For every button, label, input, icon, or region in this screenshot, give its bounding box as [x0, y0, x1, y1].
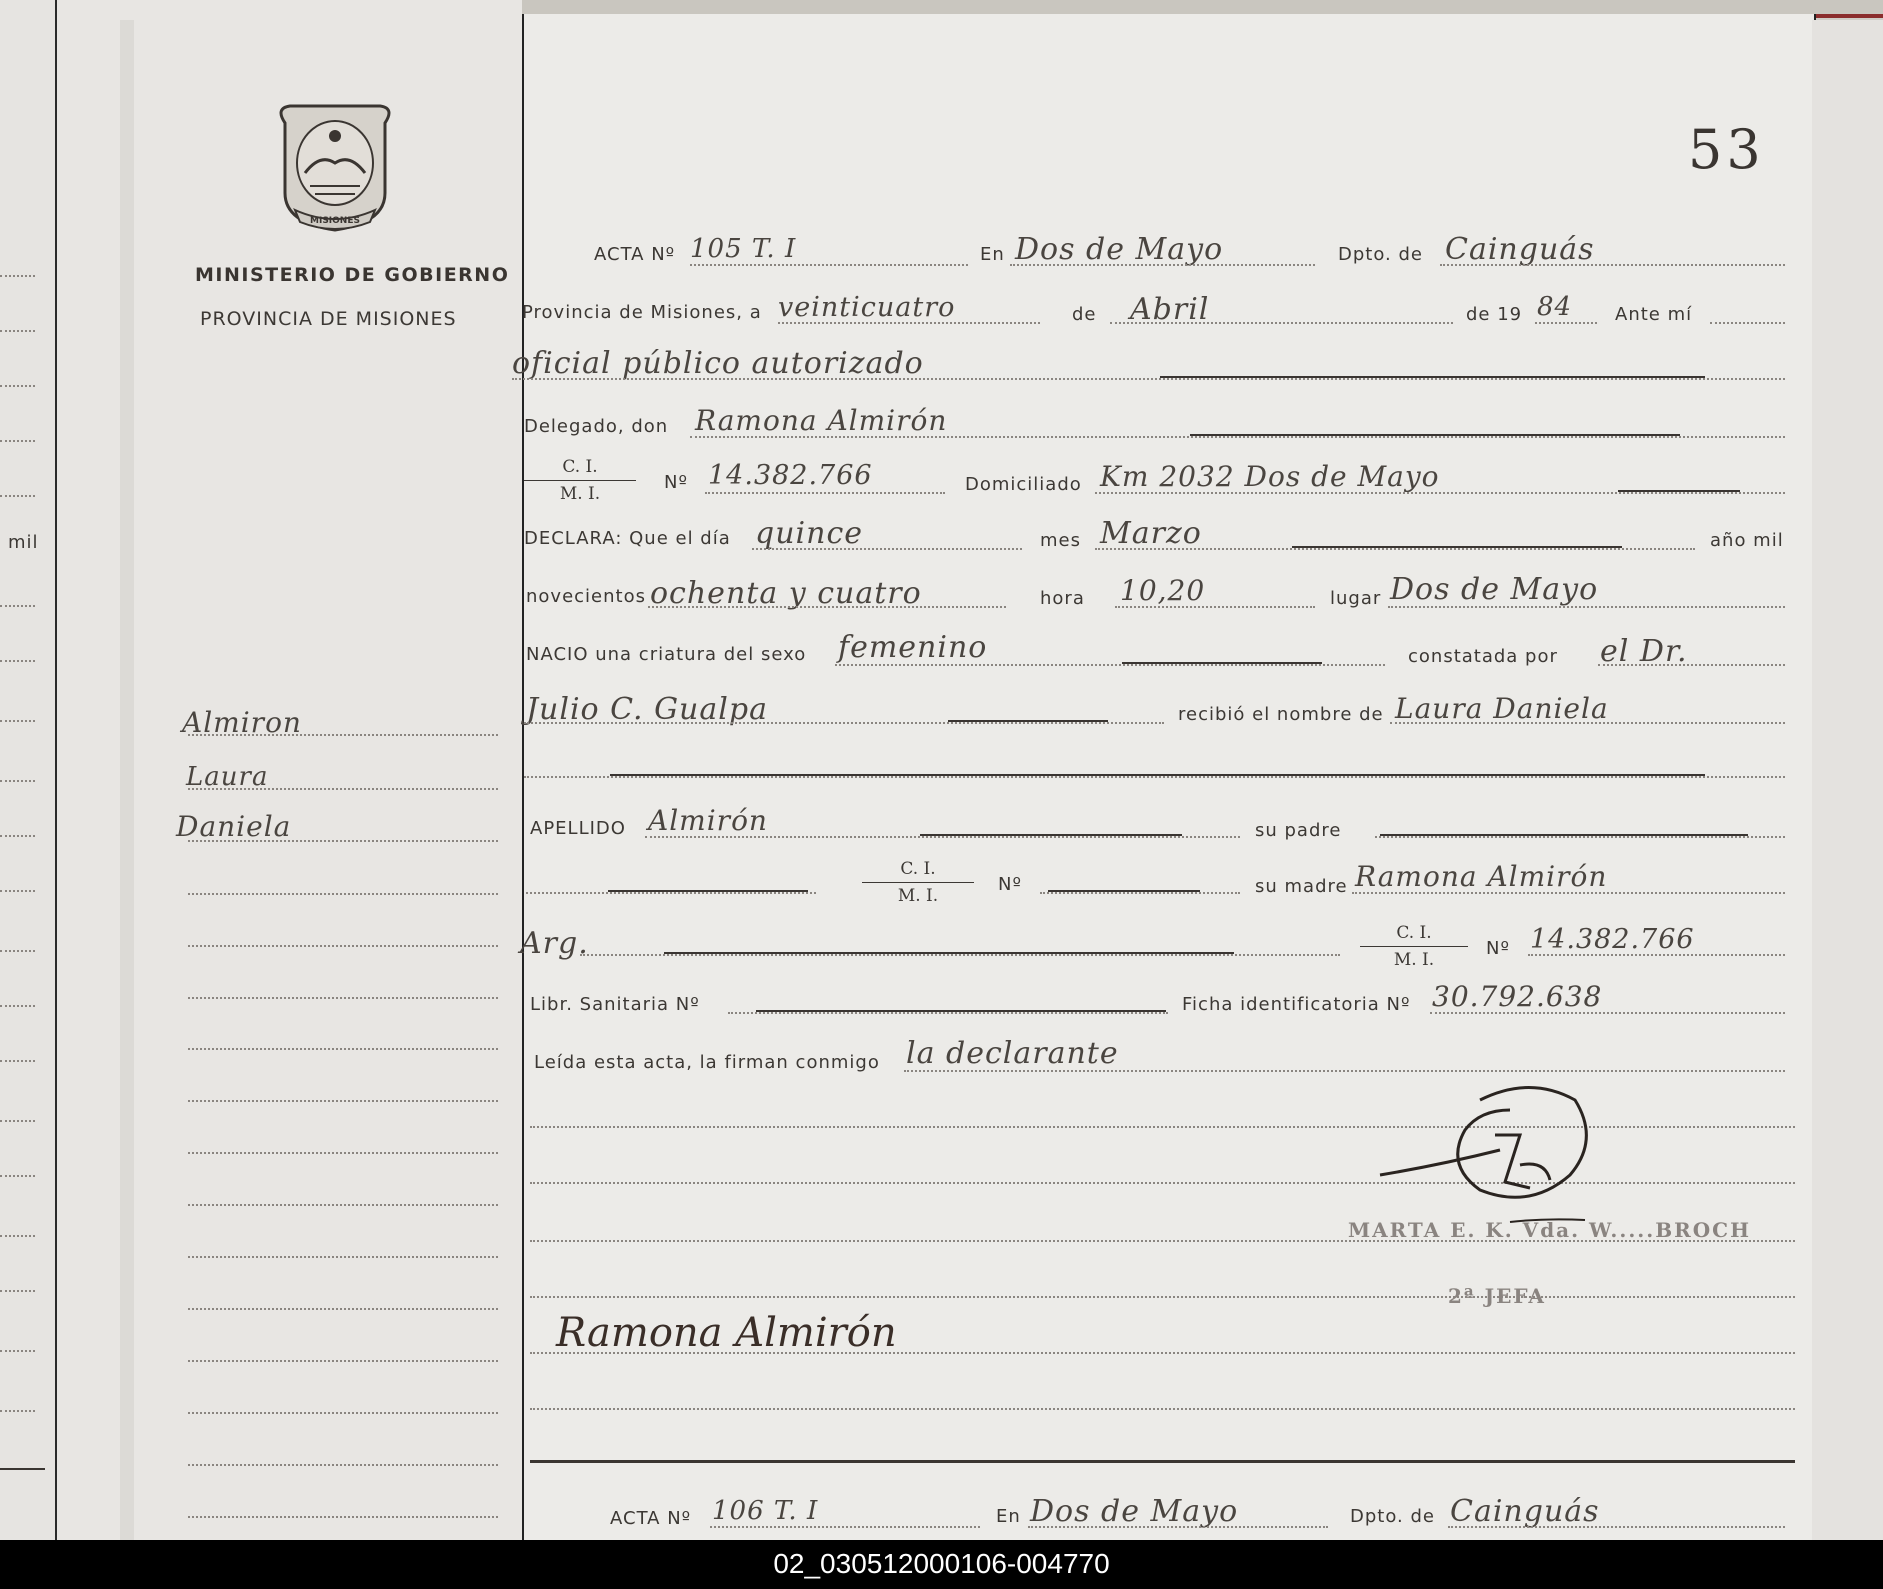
domicilio-value: Km 2032 Dos de Mayo [1100, 460, 1440, 493]
lugar-line [1388, 606, 1785, 608]
next-en-label: En [996, 1506, 1021, 1527]
padre-mi-label: M. I. [897, 886, 939, 906]
padre-doc-dots [526, 892, 816, 894]
year-line [1535, 322, 1597, 324]
dia-line [752, 548, 1022, 550]
constatada-label: constatada por [1408, 646, 1558, 667]
libreta-label: Libr. Sanitaria Nº [530, 994, 700, 1015]
acta-separator [530, 1460, 1795, 1463]
padre-dash [1380, 834, 1748, 836]
dpto-value: Cainguás [1445, 232, 1595, 267]
ci-line [705, 492, 945, 494]
ante-line [1710, 322, 1785, 324]
de-label: de [1072, 304, 1097, 325]
madre-nac-dots [580, 954, 1340, 956]
apellido-value: Almirón [648, 804, 768, 837]
ci-number: 14.382.766 [708, 460, 873, 491]
official-dash [1160, 376, 1705, 378]
hora-value: 10,20 [1120, 574, 1206, 607]
recibio-label: recibió el nombre de [1178, 704, 1384, 725]
ministry-heading: MINISTERIO DE GOBIERNO [195, 264, 510, 286]
page-edge [400, 0, 1883, 14]
official-dots [512, 378, 1785, 380]
en-label: En [980, 244, 1005, 265]
madre-mi-label: M. I. [1393, 950, 1435, 970]
next-en-line [1028, 1526, 1328, 1528]
mes-label: mes [1040, 530, 1081, 551]
constatada-value: el Dr. [1600, 634, 1688, 669]
doctor-dots [524, 722, 1164, 724]
doctor-value: Julio C. Gualpa [526, 692, 768, 727]
mes-dots [1095, 548, 1695, 550]
ci-fraction [524, 456, 636, 505]
hora-line [1115, 606, 1315, 608]
delegado-label: Delegado, don [524, 416, 669, 437]
lugar-label: lugar [1330, 588, 1382, 609]
declara-label: DECLARA: Que el día [524, 528, 731, 549]
domicilio-dash [1618, 490, 1740, 492]
mes-value: Marzo [1100, 516, 1202, 551]
ficha-label: Ficha identificatoria Nº [1182, 994, 1411, 1015]
padre-ci-fraction [862, 858, 974, 907]
month-line [1110, 322, 1453, 324]
provincia-label: Provincia de Misiones, a [522, 302, 762, 323]
padre-dots [1375, 836, 1785, 838]
seal-text: MISIONES [310, 216, 360, 226]
next-dpto-value: Cainguás [1450, 1494, 1600, 1529]
sexo-value: femenino [838, 630, 988, 665]
padre-doc-dash [608, 890, 808, 892]
footer-bar [0, 1540, 1883, 1589]
sexo-dash [1122, 662, 1322, 664]
apellido-dots [645, 836, 1240, 838]
next-acta-number: 106 T. I [712, 1496, 819, 1526]
en-line [1010, 264, 1315, 266]
official-value: oficial público autorizado [512, 346, 924, 381]
next-en-place: Dos de Mayo [1030, 1494, 1239, 1529]
domicilio-label: Domiciliado [965, 474, 1082, 495]
madre-ci-number: 14.382.766 [1530, 924, 1695, 955]
delegado-dash [1190, 434, 1680, 436]
left-strip-mil: mil [8, 532, 39, 553]
madre-label: su madre [1255, 876, 1348, 897]
acta-line [690, 264, 968, 266]
day-line [778, 322, 1040, 324]
next-dpto-label: Dpto. de [1350, 1506, 1435, 1527]
nombre-line [1390, 722, 1785, 724]
official-stamp-name: MARTA E. K. Vda. W.....BROCH [1348, 1218, 1751, 1242]
page-fold [120, 20, 134, 1540]
mi-label: M. I. [559, 484, 601, 504]
apellido-label: APELLIDO [530, 818, 626, 839]
acta-label: ACTA Nº [594, 244, 676, 265]
padre-no-dots [1040, 892, 1240, 894]
ante-label: Ante mí [1615, 304, 1693, 325]
official-signature-icon [1370, 1070, 1600, 1230]
madre-ci-label: C. I. [1396, 923, 1432, 943]
lugar-value: Dos de Mayo [1390, 572, 1599, 607]
footer-image-id: 02_030512000106-004770 [773, 1548, 1110, 1579]
mes-dash [1292, 546, 1622, 548]
dpto-label: Dpto. de [1338, 244, 1423, 265]
libreta-dash [756, 1010, 1166, 1012]
madre-ci-line [1528, 954, 1785, 956]
madre-nationality: Arg. [520, 926, 589, 961]
constatada-line [1598, 664, 1785, 666]
doctor-dash [948, 720, 1108, 722]
padre-ci-label: C. I. [900, 859, 936, 879]
madre-nac-dash [664, 952, 1234, 954]
de-year-label: de 19 [1466, 304, 1523, 325]
provincia-day: veinticuatro [778, 292, 956, 323]
padre-label: su padre [1255, 820, 1342, 841]
next-acta-line [710, 1526, 980, 1528]
page-number: 53 [1688, 118, 1765, 181]
novecientos-value: ochenta y cuatro [650, 576, 922, 611]
delegado-dots [690, 436, 1785, 438]
ficha-line [1430, 1012, 1785, 1014]
hora-label: hora [1040, 588, 1085, 609]
next-page-strip [1812, 20, 1883, 1540]
margin-second-name: Daniela [176, 810, 292, 843]
margin-first-name: Laura [186, 762, 269, 792]
month-value: Abril [1130, 292, 1210, 327]
novecientos-label: novecientos [526, 586, 646, 607]
next-acta-label: ACTA Nº [610, 1508, 692, 1529]
delegado-value: Ramona Almirón [695, 404, 948, 437]
next-dpto-line [1448, 1526, 1785, 1528]
madre-line [1352, 892, 1785, 894]
leida-line [904, 1070, 1785, 1072]
madre-value: Ramona Almirón [1355, 860, 1608, 893]
apellido-dash [920, 834, 1182, 836]
madre-ci-fraction [1360, 922, 1468, 971]
blank-row-dots [524, 776, 1785, 778]
previous-page-strip [0, 0, 57, 1540]
dpto-line [1440, 264, 1785, 266]
province-heading: PROVINCIA DE MISIONES [200, 308, 457, 330]
leida-label: Leída esta acta, la firman conmigo [534, 1052, 880, 1073]
leida-value: la declarante [906, 1036, 1119, 1071]
year-value: 84 [1537, 292, 1573, 322]
dia-value: quince [755, 516, 863, 551]
nombre-value: Laura Daniela [1395, 692, 1609, 725]
ano-label: año mil [1710, 530, 1784, 551]
madre-no-label: Nº [1486, 938, 1510, 959]
en-place: Dos de Mayo [1015, 232, 1224, 267]
padre-no-dash [1048, 890, 1200, 892]
ci-label: C. I. [562, 457, 598, 477]
acta-number: 105 T. I [690, 234, 797, 264]
margin-surname: Almiron [182, 706, 302, 739]
domicilio-dots [1095, 492, 1785, 494]
ci-no-label: Nº [664, 472, 688, 493]
sexo-dots [835, 664, 1385, 666]
declarant-signature: Ramona Almirón [556, 1310, 897, 1356]
misiones-seal-icon [270, 98, 400, 238]
nacio-label: NACIO una criatura del sexo [526, 644, 807, 665]
novecientos-line [648, 606, 1006, 608]
padre-no-label: Nº [998, 874, 1022, 895]
libreta-dots [728, 1012, 1168, 1014]
blank-row-dash [610, 774, 1705, 776]
official-stamp-title: 2ª JEFA [1448, 1284, 1546, 1308]
ficha-value: 30.792.638 [1432, 980, 1603, 1013]
